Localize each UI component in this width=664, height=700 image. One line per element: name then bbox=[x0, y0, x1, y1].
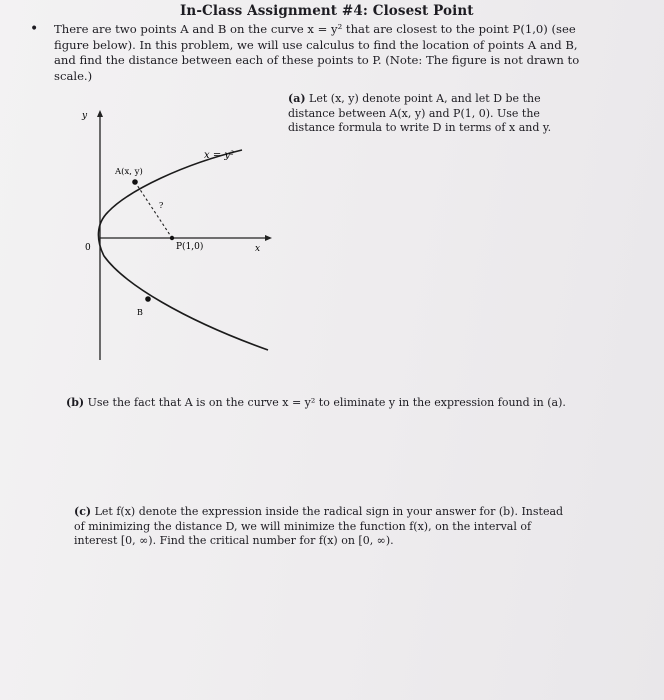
point-b-label: B bbox=[137, 308, 143, 317]
part-b-label: (b) bbox=[66, 396, 85, 409]
point-p-label: P(1,0) bbox=[176, 242, 204, 252]
part-b bbox=[66, 396, 586, 411]
point-p bbox=[170, 236, 174, 240]
y-axis-label: y bbox=[82, 111, 88, 121]
x-axis-label: x bbox=[255, 244, 261, 254]
x-axis-arrow bbox=[265, 235, 272, 241]
y-axis-arrow bbox=[97, 110, 103, 117]
intro-paragraph bbox=[30, 21, 596, 84]
part-a-label: (a) bbox=[288, 92, 306, 105]
intro-text: There are two points A and B on the curve x = y² that are closest to the point P(1,0) (see figure below). In this problem, we will use calculus to find the location of points A and B, and find the distance between each of these points to P. (Note: The figure is not drawn to scale.) bbox=[54, 22, 580, 83]
question-mark-label: ? bbox=[159, 201, 164, 210]
part-a-text: Let (x, y) denote point A, and let D be the distance between A(x, y) and P(1, 0). Use the distance formula to write D in terms of x and y. bbox=[288, 92, 552, 134]
part-a bbox=[288, 92, 580, 136]
part-b-text: Use the fact that A is on the curve x = y² to eliminate y in the expression found in (a). bbox=[87, 396, 566, 409]
part-c bbox=[74, 505, 574, 549]
bullet-icon: • bbox=[30, 21, 39, 37]
point-a bbox=[132, 179, 138, 185]
point-a-label: A(x, y) bbox=[115, 167, 143, 177]
distance-line bbox=[135, 182, 172, 238]
part-c-label: (c) bbox=[74, 505, 92, 518]
curve-label: x = y² bbox=[204, 150, 235, 161]
assignment-title: In-Class Assignment #4: Closest Point bbox=[180, 3, 474, 19]
origin-label: 0 bbox=[85, 243, 91, 253]
point-b bbox=[145, 296, 151, 302]
parabola-figure bbox=[74, 108, 274, 368]
part-c-text: Let f(x) denote the expression inside the radical sign in your answer for (b). Instead of minimizing the distance D, we will minimize the function f(x), on the interval of interest [0, ∞). Find the critical number for f(x) on [0, ∞). bbox=[74, 505, 564, 547]
